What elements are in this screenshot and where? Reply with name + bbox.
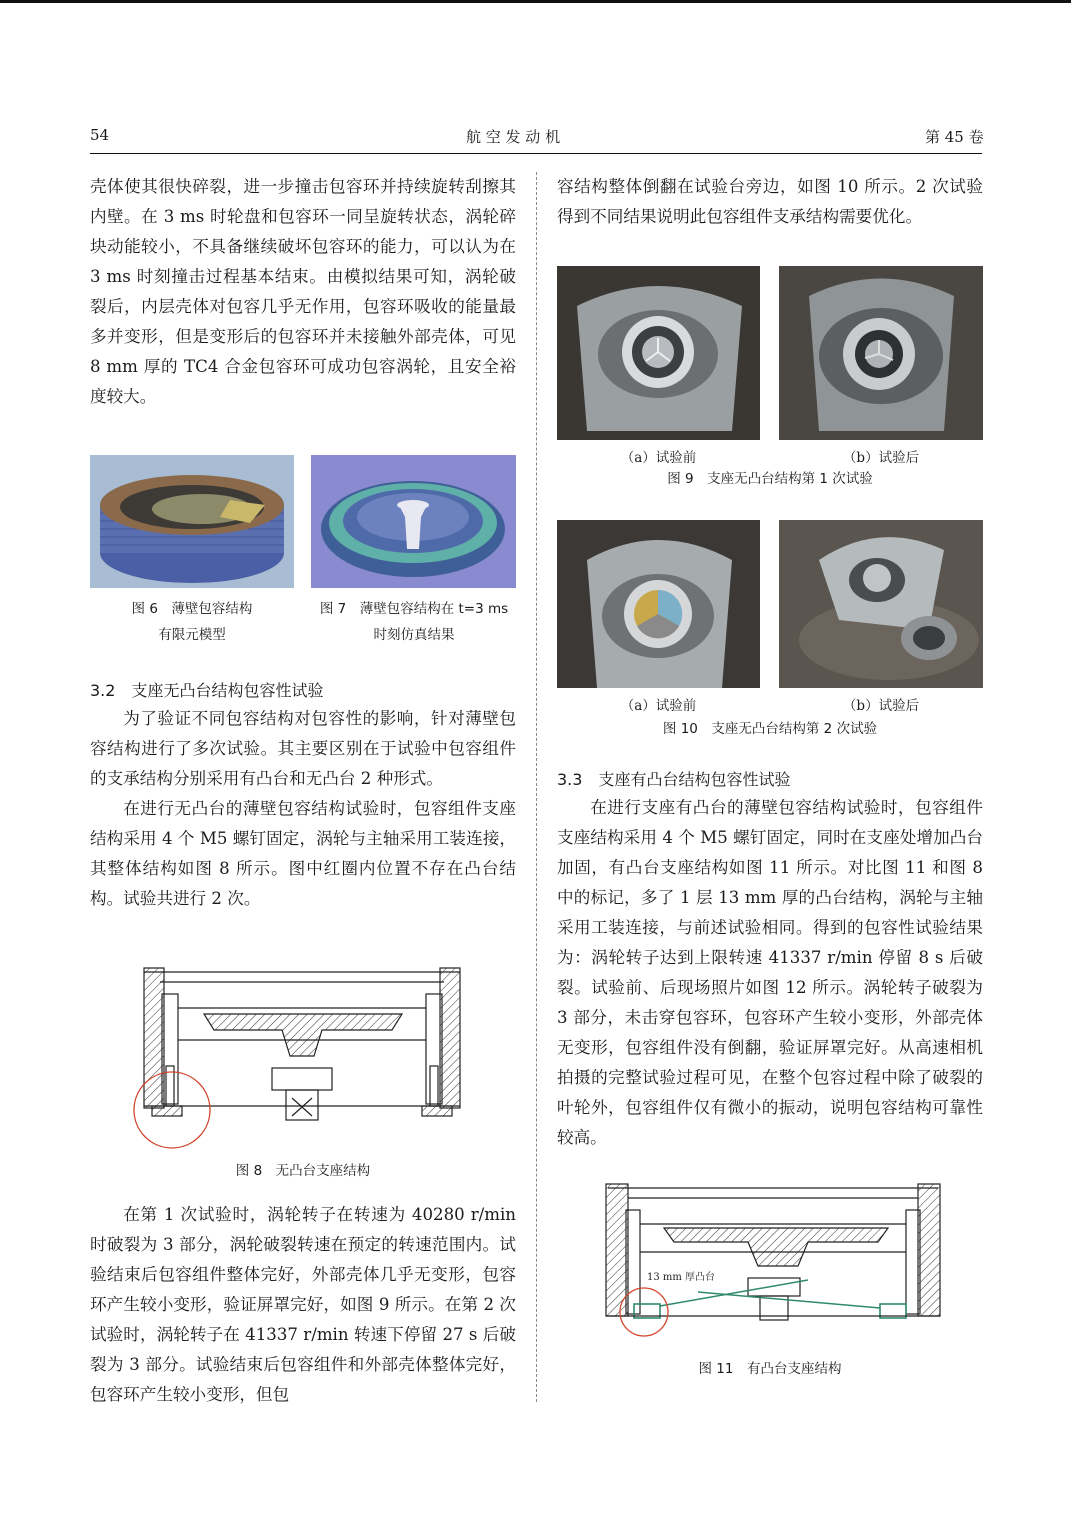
header-rule — [90, 153, 982, 154]
fig8-drawing — [132, 960, 472, 1160]
fig10-caption: 图 10 支座无凸台结构第 2 次试验 — [662, 721, 878, 737]
left-para-1: 壳体使其很快碎裂，进一步撞击包容环并持续旋转刮擦其内壁。在 3 ms 时轮盘和包容环一同呈旋转状态，涡轮碎块动能较小，不具备继续破坏包容环的能力，可以认为在 3 ms 时刻撞击过程基本结束。由模拟结果可知，涡轮破裂后，内层壳体对包容几乎无作用，包容环吸收的能量最多并变形，但是变形后的包容环并未接触外部壳体，可见 8 mm 厚的 TC4 合金包容环可成功包容涡轮，且安全裕度较大。 — [90, 177, 516, 406]
fig9b-label: （b）试验后 — [842, 450, 920, 466]
journal-title: 航 空 发 动 机 — [466, 128, 561, 146]
left-para-3: 在第 1 次试验时，涡轮转子在转速为 40280 r/min 时破裂为 3 部分，涡轮破裂转速在预定的转速范围内。试验结束后包容组件整体完好，外部壳体几乎无变形，包容环产生较小变形，验证屏罩完好，如图 9 所示。在第 2 次试验时，涡轮转子在 41337 r/min 转速下停留 27 s 后破裂为 3 部分。试验结束后包容组件和外部壳体整体完好，包容环产生较小变形，但包 — [90, 1205, 516, 1404]
fig6-caption: 图 6 薄壁包容结构 有限元模型 — [131, 601, 253, 643]
fig10a-photo — [557, 520, 760, 688]
section-3-3-heading: 3.3 支座有凸台结构包容性试验 — [557, 770, 791, 789]
fig8-caption: 图 8 无凸台支座结构 — [235, 1163, 371, 1179]
fig9-caption: 图 9 支座无凸台结构第 1 次试验 — [667, 471, 873, 487]
fig10b-label: （b）试验后 — [842, 698, 920, 714]
right-para-2: 在进行支座有凸台的薄壁包容结构试验时，包容组件支座结构采用 4 个 M5 螺钉固定，同时在支座处增加凸台加固，有凸台支座结构如图 11 所示。对比图 11 和图 8 中的标记，多了 1 层 13 mm 厚的凸台结构，涡轮与主轴采用工装连接，与前述试验相同。得到的包容性试验结果为：涡轮转子达到上限转速 41337 r/min 停留 8 s 后破裂。试验前、后现场照片如图 12 所示。涡轮转子破裂为 3 部分，未击穿包容环，包容环产生较小变形，外部壳体无变形，包容组件没有倒翻，验证屏罩完好。从高速相机拍摄的完整试验过程可见，在整个包容过程中除了破裂的叶轮外，包容组件仅有微小的振动，说明包容结构可靠性较高。 — [557, 798, 983, 1147]
fig9a-photo — [557, 266, 760, 440]
fig6-image — [90, 455, 294, 588]
fig9a-label: （a）试验前 — [620, 450, 697, 466]
fig7-image — [311, 455, 516, 588]
fig7-caption: 图 7 薄壁包容结构在 t=3 ms 时刻仿真结果 — [319, 601, 509, 643]
fig11-boss-label: 13 mm 厚凸台 — [647, 1268, 715, 1283]
right-para-1: 容结构整体倒翻在试验台旁边，如图 10 所示。2 次试验得到不同结果说明此包容组件支承结构需要优化。 — [557, 177, 983, 226]
fig10b-photo — [779, 520, 983, 688]
column-divider — [536, 172, 537, 1402]
page-number: 54 — [90, 126, 110, 144]
left-para-2: 为了验证不同包容结构对包容性的影响，针对薄壁包容结构进行了多次试验。其主要区别在于试验中包容组件的支承结构分别采用有凸台和无凸台 2 种形式。 在进行无凸台的薄壁包容结构试验时，包容组件支座结构采用 4 个 M5 螺钉固定，涡轮与主轴采用工装连接，其整体结构如图 8 所示。图中红圈内位置不存在凸台结构。试验共进行 2 次。 — [90, 709, 516, 908]
fig11-drawing — [598, 1180, 948, 1340]
volume-label: 第 45 卷 — [925, 128, 984, 146]
fig11-caption: 图 11 有凸台支座结构 — [698, 1361, 842, 1377]
fig9b-photo — [779, 266, 983, 440]
fig10a-label: （a）试验前 — [620, 698, 697, 714]
top-border — [0, 0, 1071, 3]
section-3-2-heading: 3.2 支座无凸台结构包容性试验 — [90, 681, 324, 700]
